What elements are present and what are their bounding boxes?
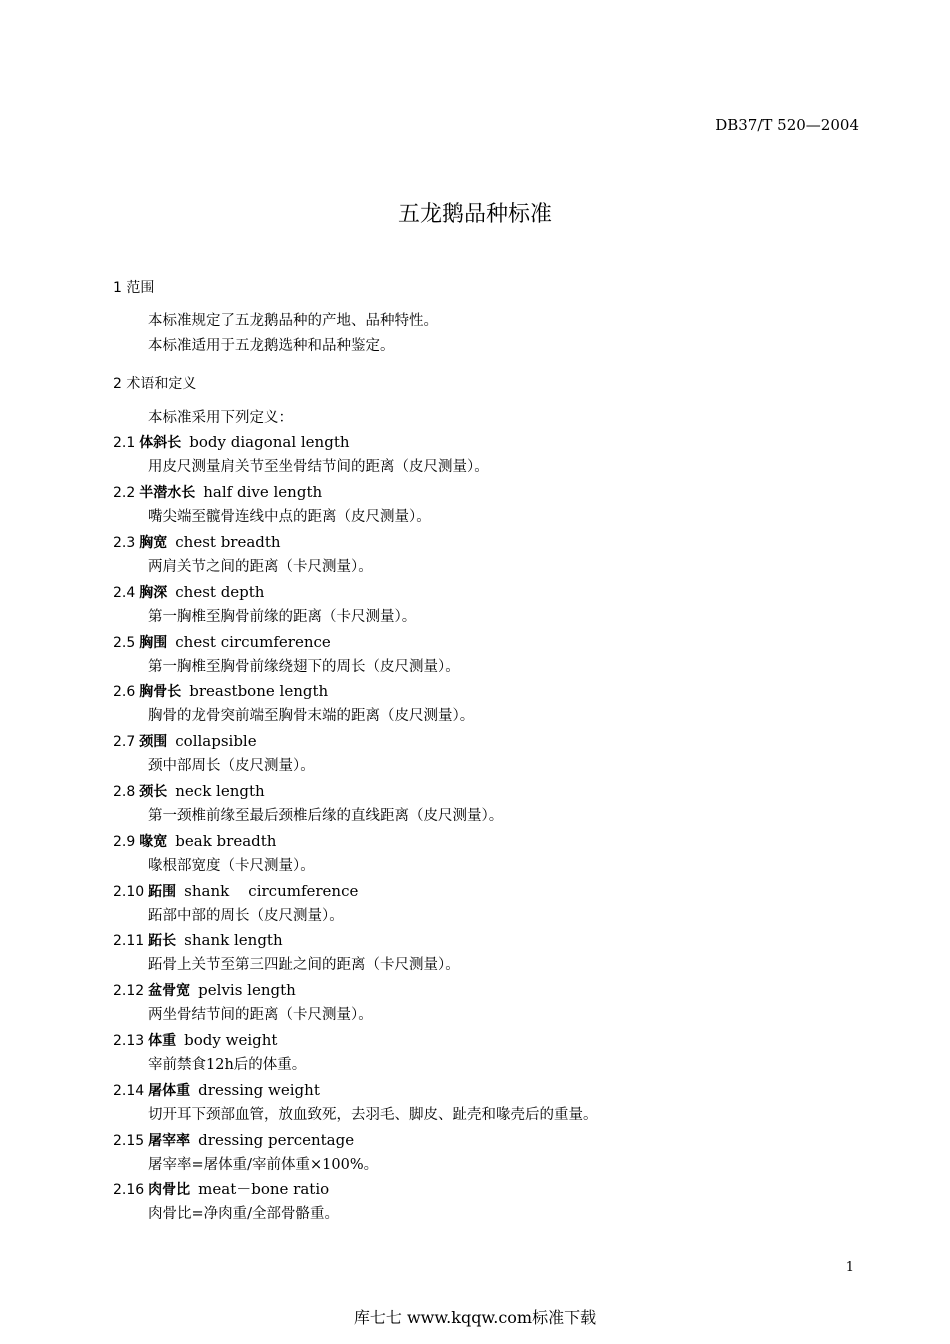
term-definition: 宰前禁食12h后的体重。	[148, 1056, 307, 1073]
term-entry	[113, 530, 873, 555]
section-heading-scope: 1 范围	[113, 280, 155, 296]
term-entry	[113, 580, 873, 605]
term-english: body diagonal length	[189, 433, 350, 452]
term-chinese: 喙宽	[139, 833, 168, 850]
term-english: body weight	[184, 1030, 278, 1049]
term-chinese: 胸深	[139, 584, 168, 601]
term-definition: 两肩关节之间的距离（卡尺测量）。	[148, 558, 373, 575]
term-entry	[113, 729, 873, 754]
term-definition: 两坐骨结节间的距离（卡尺测量）。	[148, 1007, 373, 1024]
term-english: chest circumference	[175, 632, 331, 651]
document-body	[113, 276, 873, 1227]
term-definition: 第一胸椎至胸骨前缘绕翅下的周长（皮尺测量）。	[148, 658, 460, 675]
term-entry	[113, 679, 873, 704]
section-heading-terms: 2 术语和定义	[113, 375, 197, 392]
term-entry	[113, 928, 873, 953]
term-definition: 跖部中部的周长（皮尺测量）。	[148, 907, 344, 924]
term-chinese: 肉骨比	[148, 1182, 191, 1199]
standard-code: DB37/T 520—2004	[715, 116, 859, 134]
term-definition: 肉骨比=净肉重/全部骨骼重。	[148, 1206, 340, 1223]
term-english: pelvis length	[198, 981, 296, 1000]
term-entry	[113, 1078, 873, 1103]
term-english: beak breadth	[175, 831, 277, 850]
term-number: 2.1	[113, 435, 136, 452]
term-number: 2.11	[113, 933, 145, 950]
term-entry	[113, 430, 873, 455]
term-definition: 第一颈椎前缘至最后颈椎后缘的直线距离（皮尺测量）。	[148, 807, 504, 824]
page-number: 1	[845, 1260, 854, 1275]
term-english: shank circumference	[184, 881, 359, 900]
term-entry	[113, 1128, 873, 1153]
term-chinese: 屠体重	[148, 1082, 191, 1099]
term-chinese: 胸围	[139, 634, 168, 651]
term-entry	[113, 1177, 873, 1202]
term-chinese: 跖围	[148, 883, 177, 900]
term-chinese: 胸骨长	[139, 684, 182, 701]
term-entry	[113, 978, 873, 1003]
term-definition: 嘴尖端至髋骨连线中点的距离（皮尺测量）。	[148, 509, 431, 526]
document-title: 五龙鹅品种标准	[397, 202, 552, 227]
term-number: 2.10	[113, 883, 145, 900]
term-english: neck length	[175, 781, 265, 800]
term-chinese: 胸宽	[139, 534, 168, 551]
term-chinese: 体斜长	[139, 435, 182, 452]
term-definition: 喙根部宽度（卡尺测量）。	[148, 857, 315, 874]
term-definition: 切开耳下颈部血管，放血致死，去羽毛、脚皮、趾壳和喙壳后的重量。	[148, 1106, 598, 1123]
watermark-text: 库七七 www.kqqw.com标准下载	[353, 1308, 597, 1327]
term-chinese: 跖长	[148, 933, 177, 950]
term-number: 2.4	[113, 584, 136, 601]
term-list	[113, 430, 873, 1227]
term-chinese: 盆骨宽	[148, 983, 191, 1000]
term-english: dressing percentage	[198, 1130, 355, 1149]
term-entry	[113, 779, 873, 804]
term-number: 2.14	[113, 1082, 145, 1099]
term-english: meat－bone ratio	[198, 1180, 330, 1199]
paragraph: 本标准规定了五龙鹅品种的产地、品种特性。	[148, 313, 438, 329]
term-english: chest depth	[175, 582, 265, 601]
term-english: breastbone length	[189, 682, 329, 701]
term-number: 2.3	[113, 534, 136, 551]
term-english: dressing weight	[198, 1080, 320, 1099]
term-number: 2.12	[113, 983, 145, 1000]
term-chinese: 屠宰率	[148, 1132, 191, 1149]
term-number: 2.6	[113, 684, 136, 701]
term-number: 2.9	[113, 833, 136, 850]
term-definition: 颈中部周长（皮尺测量）。	[148, 758, 315, 775]
term-chinese: 颈围	[139, 734, 168, 751]
term-entry	[113, 1028, 873, 1053]
term-entry	[113, 630, 873, 655]
term-definition: 第一胸椎至胸骨前缘的距离（卡尺测量）。	[148, 608, 417, 625]
term-entry	[113, 879, 873, 904]
paragraph: 本标准适用于五龙鹅选种和品种鉴定。	[148, 337, 395, 354]
term-definition: 胸骨的龙骨突前端至胸骨末端的距离（皮尺测量）。	[148, 708, 475, 725]
term-chinese: 半潜水长	[139, 485, 196, 502]
term-number: 2.8	[113, 783, 136, 800]
term-english: chest breadth	[175, 532, 281, 551]
term-definition: 屠宰率=屠体重/宰前体重×100%。	[148, 1156, 379, 1173]
term-english: half dive length	[203, 483, 323, 502]
paragraph-intro: 本标准采用下列定义：	[148, 409, 293, 426]
term-number: 2.2	[113, 485, 136, 502]
term-number: 2.13	[113, 1032, 145, 1049]
term-number: 2.16	[113, 1182, 145, 1199]
term-chinese: 体重	[148, 1032, 177, 1049]
term-english: shank length	[184, 931, 283, 950]
term-number: 2.7	[113, 734, 136, 751]
term-number: 2.5	[113, 634, 136, 651]
term-number: 2.15	[113, 1132, 145, 1149]
term-entry	[113, 480, 873, 505]
term-english: collapsible	[175, 732, 257, 751]
term-entry	[113, 829, 873, 854]
term-definition: 跖骨上关节至第三四趾之间的距离（卡尺测量）。	[148, 957, 460, 974]
term-definition: 用皮尺测量肩关节至坐骨结节间的距离（皮尺测量）。	[148, 459, 489, 476]
term-chinese: 颈长	[139, 783, 168, 800]
